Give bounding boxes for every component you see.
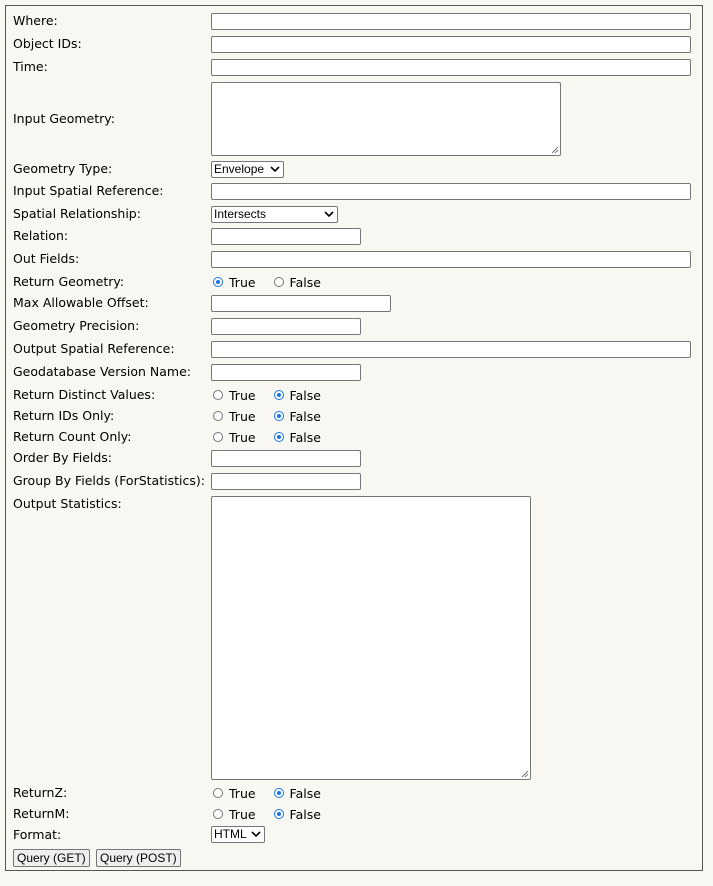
chevron-down-icon — [251, 829, 261, 839]
return-count-only-false-radio[interactable] — [274, 432, 284, 442]
input-geometry-textarea[interactable] — [211, 82, 561, 156]
false-label: False — [289, 786, 321, 801]
false-label: False — [289, 807, 321, 822]
returnz-radios — [213, 785, 335, 800]
geometry-type-select[interactable] — [211, 161, 284, 178]
relation-input[interactable] — [211, 228, 361, 245]
true-label: True — [229, 430, 256, 445]
output-spatial-ref-label: Output Spatial Reference: — [13, 341, 175, 356]
true-label: True — [229, 786, 256, 801]
return-count-only-radios — [213, 429, 335, 444]
geometry-type-value: Envelope — [214, 162, 265, 176]
returnm-label: ReturnM: — [13, 806, 70, 821]
geometry-type-label: Geometry Type: — [13, 161, 113, 176]
returnz-true-radio[interactable] — [213, 788, 223, 798]
returnz-false-radio[interactable] — [274, 788, 284, 798]
true-label: True — [229, 388, 256, 403]
input-spatial-ref-input[interactable] — [211, 183, 691, 200]
resize-grip-icon[interactable] — [520, 769, 529, 778]
true-label: True — [229, 409, 256, 424]
spatial-rel-value: Intersects — [214, 207, 267, 221]
geometry-precision-label: Geometry Precision: — [13, 318, 140, 333]
spatial-rel-label: Spatial Relationship: — [13, 206, 141, 221]
order-by-input[interactable] — [211, 450, 361, 467]
where-label: Where: — [13, 13, 58, 28]
group-by-label: Group By Fields (ForStatistics): — [13, 473, 205, 488]
time-label: Time: — [13, 59, 48, 74]
true-label: True — [229, 275, 256, 290]
format-label: Format: — [13, 827, 62, 842]
returnz-label: ReturnZ: — [13, 785, 68, 800]
returnm-true-radio[interactable] — [213, 809, 223, 819]
return-ids-only-false-radio[interactable] — [274, 411, 284, 421]
geometry-precision-input[interactable] — [211, 318, 361, 335]
resize-grip-icon[interactable] — [550, 145, 559, 154]
chevron-down-icon — [324, 209, 334, 219]
return-count-only-label: Return Count Only: — [13, 429, 132, 444]
time-input[interactable] — [211, 59, 691, 76]
false-label: False — [289, 409, 321, 424]
out-fields-input[interactable] — [211, 251, 691, 268]
format-value: HTML — [214, 827, 247, 841]
output-statistics-textarea[interactable] — [211, 496, 531, 780]
gdb-version-input[interactable] — [211, 364, 361, 381]
return-ids-only-label: Return IDs Only: — [13, 408, 115, 423]
false-label: False — [289, 275, 321, 290]
output-statistics-label: Output Statistics: — [13, 496, 122, 511]
query-post-button[interactable]: Query (POST) — [96, 849, 181, 867]
gdb-version-label: Geodatabase Version Name: — [13, 364, 191, 379]
order-by-label: Order By Fields: — [13, 450, 113, 465]
where-input[interactable] — [211, 13, 691, 30]
return-distinct-false-radio[interactable] — [274, 390, 284, 400]
false-label: False — [289, 430, 321, 445]
returnm-radios — [213, 806, 335, 821]
max-offset-input[interactable] — [211, 295, 391, 312]
format-select[interactable] — [211, 826, 265, 843]
return-geometry-radios — [213, 274, 335, 289]
return-distinct-radios — [213, 387, 335, 402]
return-geometry-true-radio[interactable] — [213, 277, 223, 287]
return-ids-only-radios — [213, 408, 335, 423]
spatial-rel-select[interactable] — [211, 206, 338, 223]
query-form — [5, 5, 703, 871]
object-ids-input[interactable] — [211, 36, 691, 53]
returnm-false-radio[interactable] — [274, 809, 284, 819]
query-get-button[interactable]: Query (GET) — [13, 849, 90, 867]
false-label: False — [289, 388, 321, 403]
input-geometry-label: Input Geometry: — [13, 111, 115, 126]
object-ids-label: Object IDs: — [13, 36, 82, 51]
input-spatial-ref-label: Input Spatial Reference: — [13, 183, 164, 198]
chevron-down-icon — [270, 164, 280, 174]
return-ids-only-true-radio[interactable] — [213, 411, 223, 421]
return-geometry-label: Return Geometry: — [13, 274, 125, 289]
out-fields-label: Out Fields: — [13, 251, 80, 266]
return-distinct-true-radio[interactable] — [213, 390, 223, 400]
group-by-input[interactable] — [211, 473, 361, 490]
max-offset-label: Max Allowable Offset: — [13, 295, 149, 310]
return-distinct-label: Return Distinct Values: — [13, 387, 156, 402]
relation-label: Relation: — [13, 228, 69, 243]
true-label: True — [229, 807, 256, 822]
return-count-only-true-radio[interactable] — [213, 432, 223, 442]
return-geometry-false-radio[interactable] — [274, 277, 284, 287]
output-spatial-ref-input[interactable] — [211, 341, 691, 358]
